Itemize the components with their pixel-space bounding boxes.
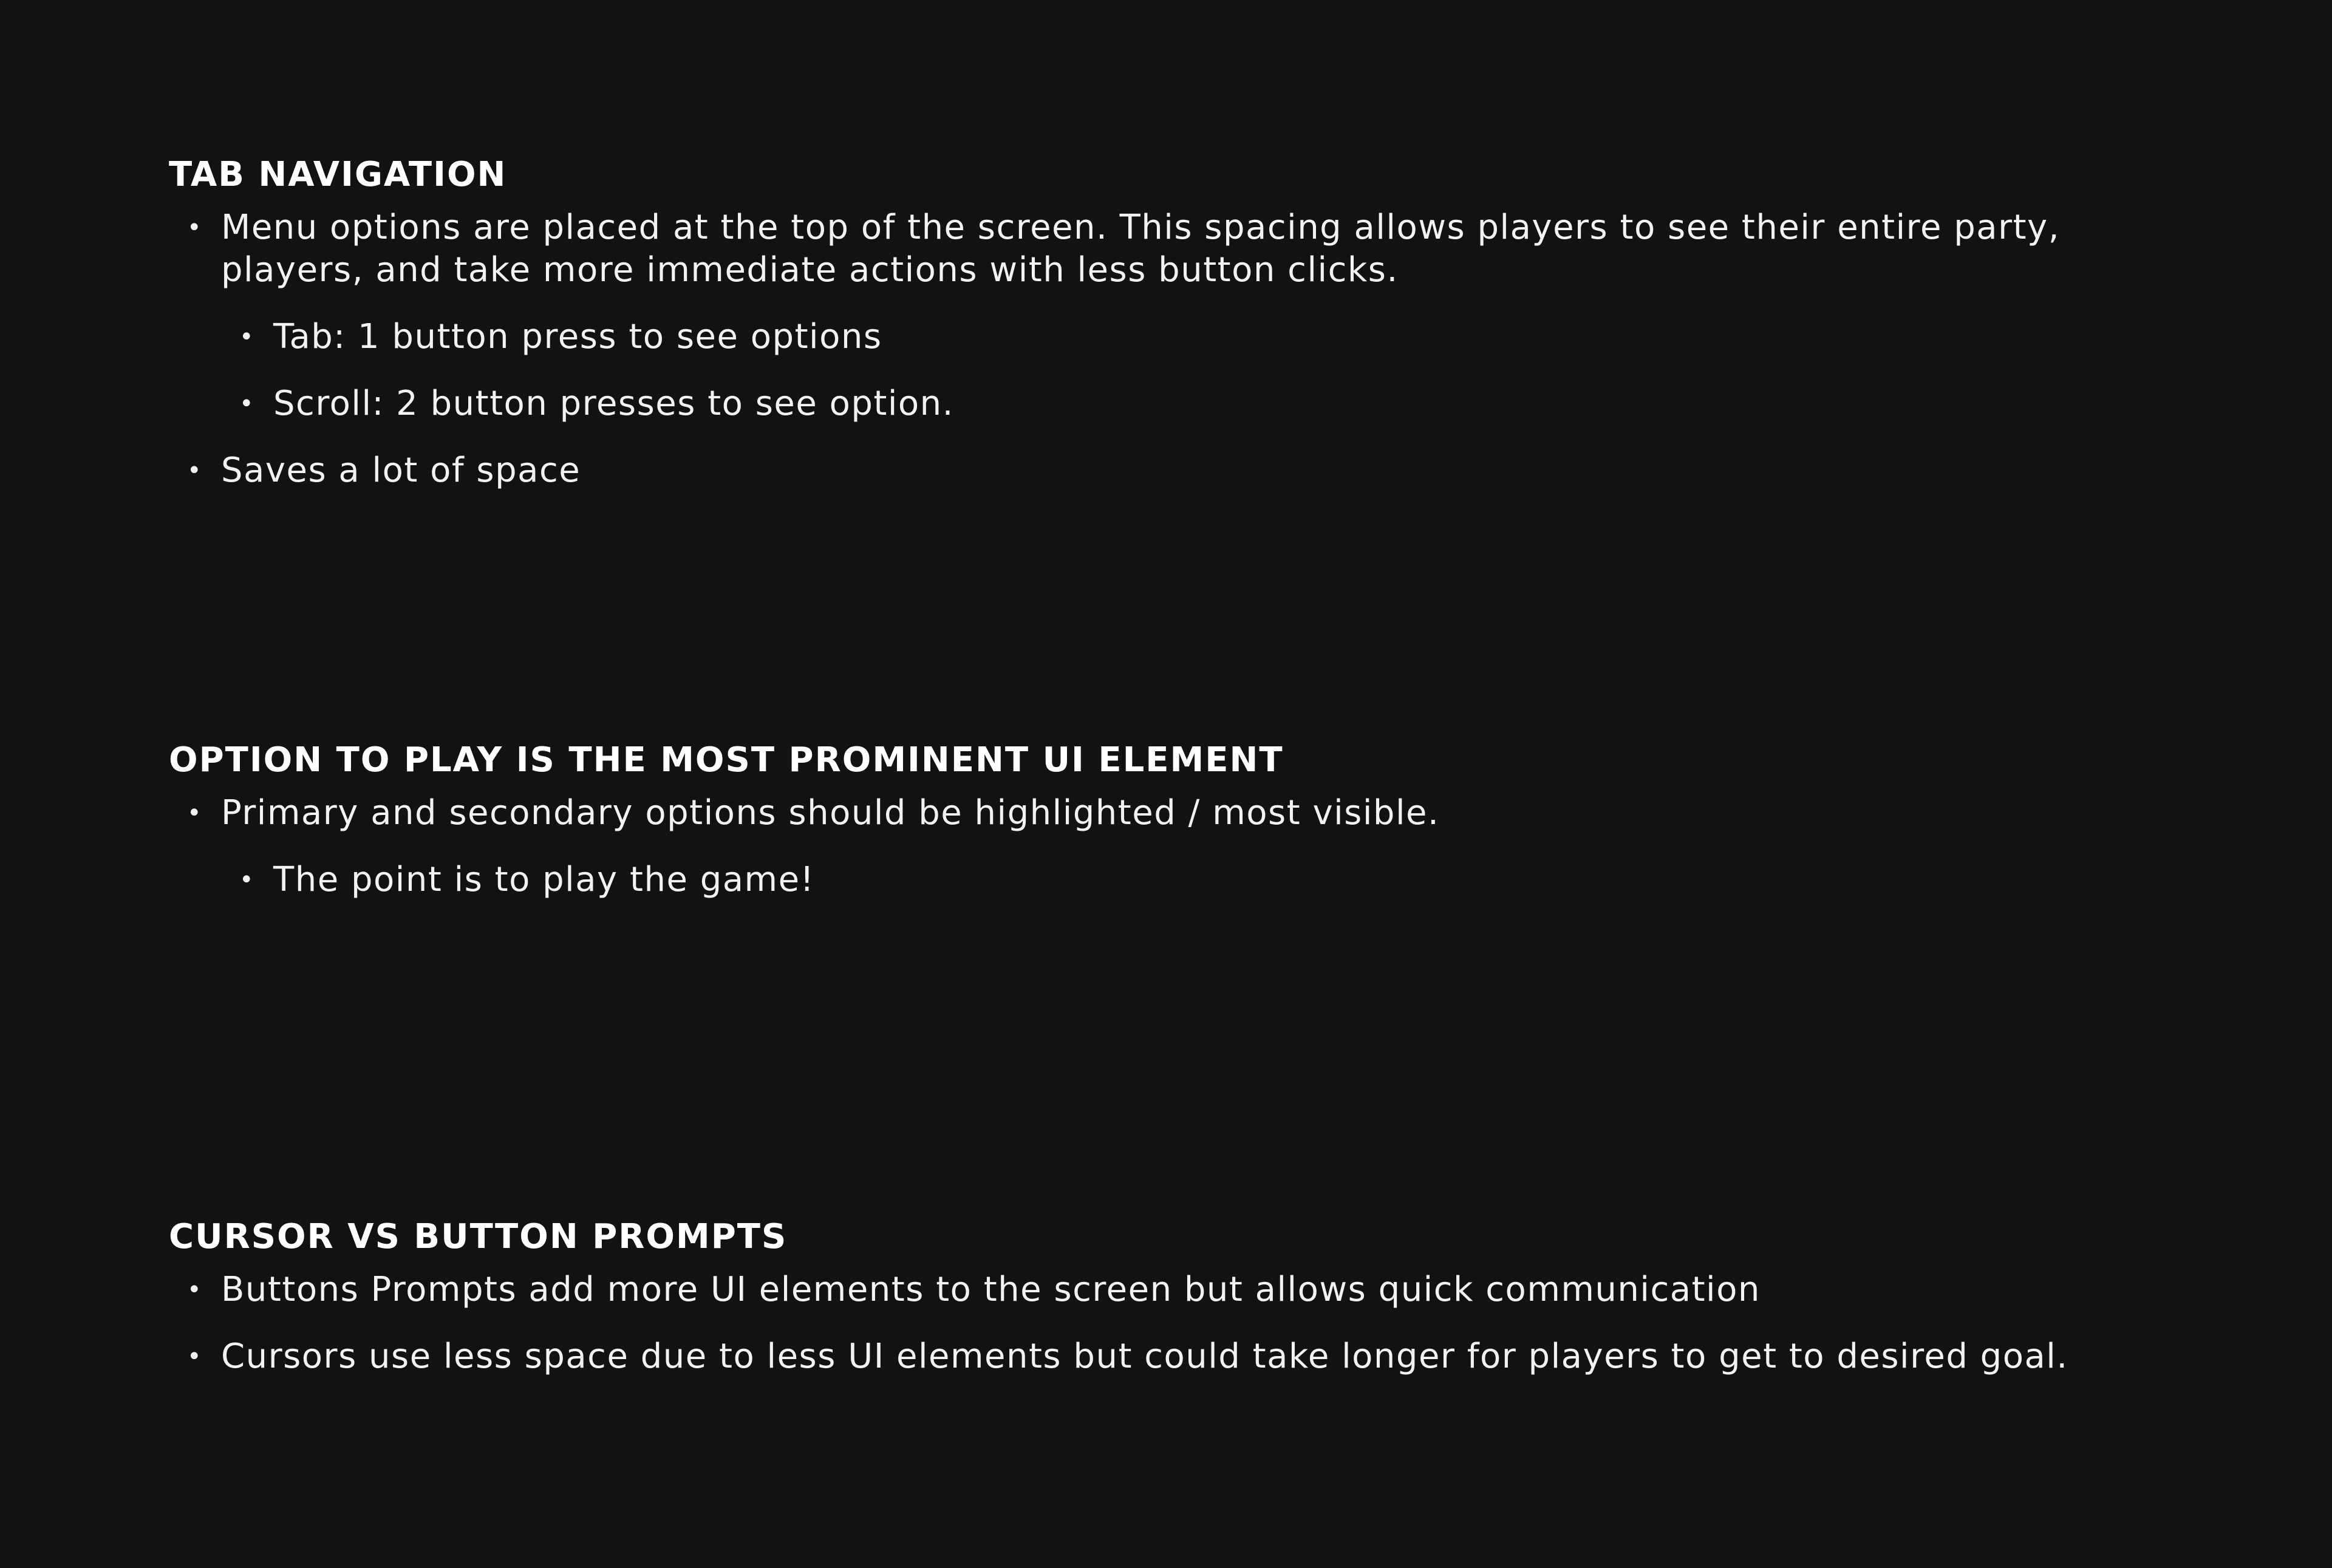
bullet-item [187,1269,2185,1311]
bullet-icon: • [187,1276,203,1304]
sub-bullet-item [239,383,2185,425]
bullet-text: The point is to play the game! [273,860,815,899]
bullet-icon: • [187,1343,203,1371]
bullet-item [187,206,2185,291]
sub-bullet-item [239,859,2185,901]
sub-bullet-item [239,316,2185,358]
bullet-text: Scroll: 2 button presses to see option. [273,384,954,423]
section-tab-navigation [169,151,2185,492]
bullet-text: Saves a lot of space [221,451,581,490]
bullet-icon: • [187,214,203,242]
bullet-icon: • [239,390,255,418]
bullet-icon: • [187,457,203,485]
bullet-text: Tab: 1 button press to see options [273,317,882,356]
bullet-item [187,792,2185,834]
bullet-text: Cursors use less space due to less UI elements but could take longer for players to get to desired goal. [221,1337,2068,1376]
bullet-text: Primary and secondary options should be highlighted / most visible. [221,793,1440,833]
bullet-item [187,1335,2185,1378]
section-heading: TAB NAVIGATION [169,155,507,194]
section-option-to-play [169,736,2185,901]
bullet-item [187,449,2185,492]
bullet-icon: • [239,866,255,894]
section-heading: CURSOR VS BUTTON PROMPTS [169,1217,788,1256]
bullet-text: Menu options are placed at the top of the screen. This spacing allows players to see their entire party, players, and take more immediate actions with less button clicks. [221,208,2060,290]
bullet-icon: • [187,799,203,827]
bullet-text: Buttons Prompts add more UI elements to the screen but allows quick communication [221,1270,1761,1309]
section-cursor-vs-button-prompts [169,1213,2185,1378]
section-heading: OPTION TO PLAY IS THE MOST PROMINENT UI ELEMENT [169,740,1284,780]
bullet-icon: • [239,323,255,351]
